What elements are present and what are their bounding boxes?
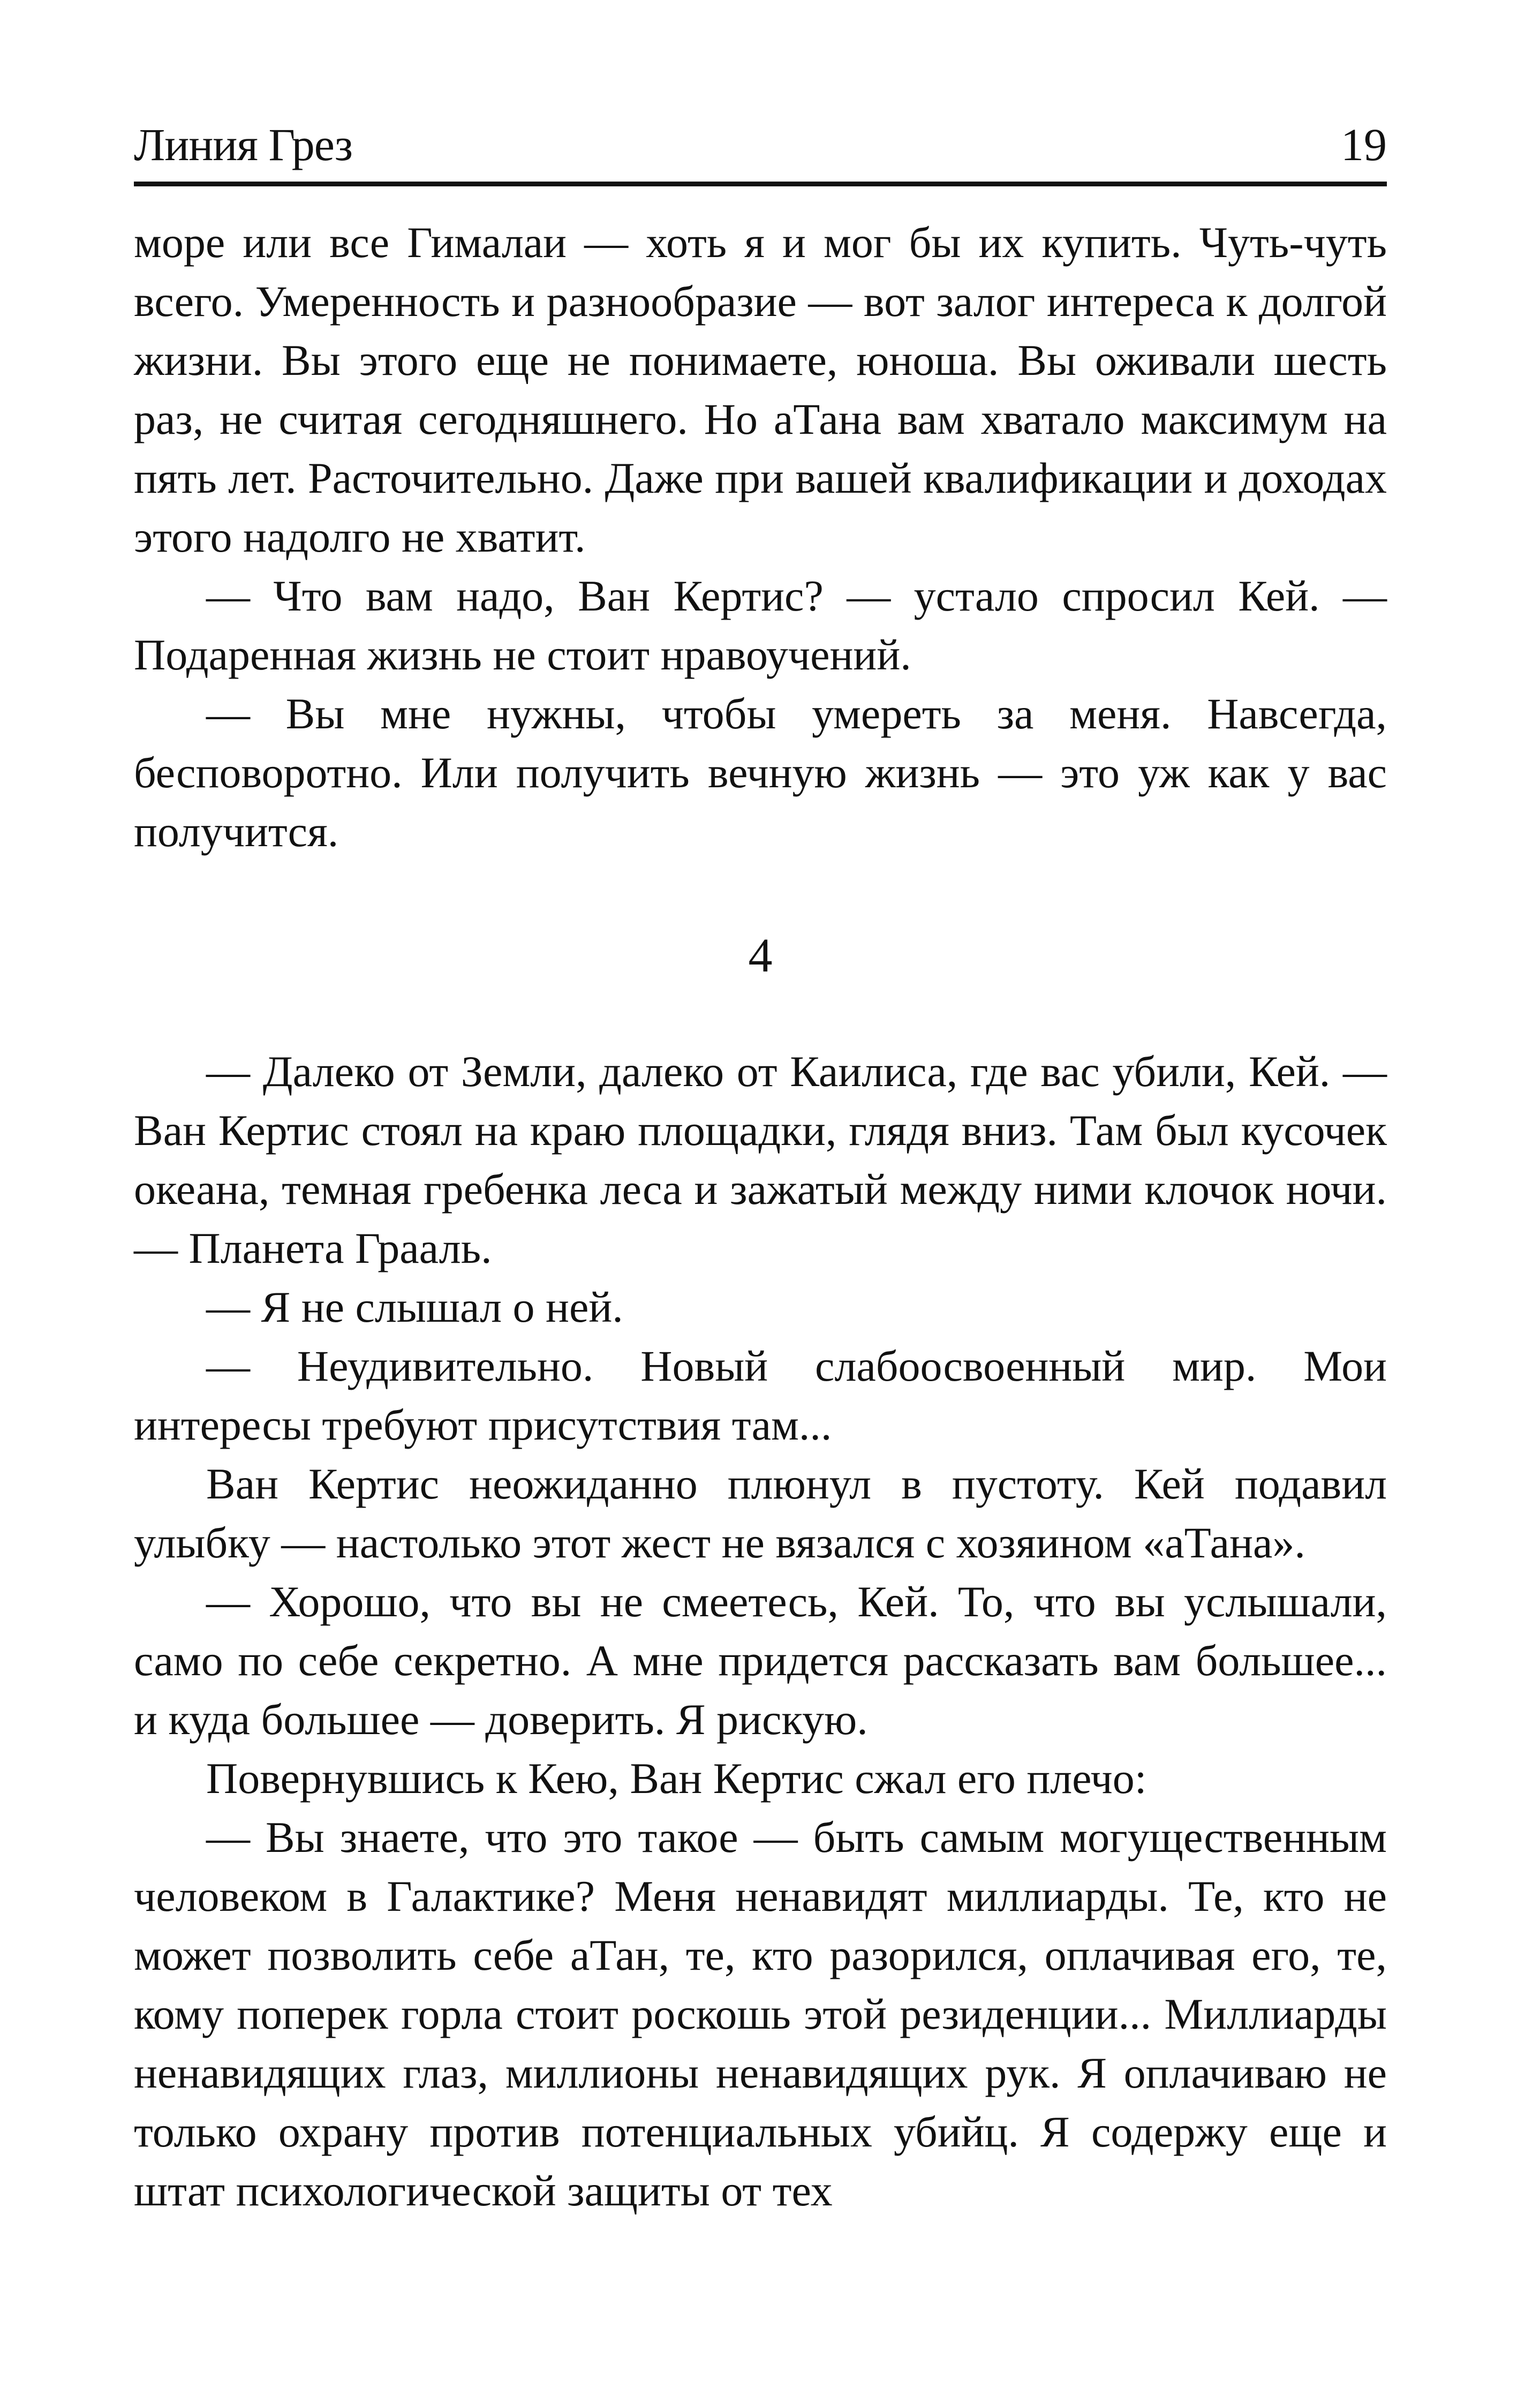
running-title: Линия Грез [134,119,352,170]
text-block-before-chapter [134,213,1387,861]
paragraph: Ван Кертис неожиданно плюнул в пустоту. Кей подавил улыбку — настолько этот жест не вязался с хозяином «аТана». [134,1459,1387,1567]
header-rule [134,182,1387,186]
paragraph: — Что вам надо, Ван Кертис? — устало спросил Кей. — Подаренная жизнь не стоит нравоучений. [134,571,1387,679]
page-number: 19 [1341,119,1387,170]
paragraph: Повернувшись к Кею, Ван Кертис сжал его плечо: [206,1754,1147,1803]
page-header [134,107,1387,177]
paragraph: — Я не слышал о ней. [206,1283,623,1331]
paragraph: — Хорошо, что вы не смеетесь, Кей. То, что вы услышали, само по себе секретно. А мне придется рассказать вам большее... и куда большее — доверить. Я рискую. [134,1577,1387,1744]
chapter-number: 4 [748,929,773,982]
paragraph: — Далеко от Земли, далеко от Каилиса, где вас убили, Кей. — Ван Кертис стоял на краю площадки, глядя вниз. Там был кусочек океана, темная гребенка леса и зажатый между ними клочок ночи. — Планета Грааль. [134,1047,1387,1272]
paragraph: — Неудивительно. Новый слабоосвоенный мир. Мои интересы требуют присутствия там... [134,1342,1387,1449]
text-block-after-chapter [134,1042,1387,2220]
paragraph: — Вы знаете, что это такое — быть самым могущественным человеком в Галактике? Меня ненавидят миллиарды. Те, кто не может позволить себе аТан, те, кто разорился, оплачивая его, те, кому поперек горла стоит роскошь этой резиденции... Миллиарды ненавидящих глаз, миллионы ненавидящих рук. Я оплачиваю не только охрану против потенциальных убийц. Я содержу еще и штат психологической защиты от тех [134,1813,1387,2215]
paragraph: море или все Гималаи — хоть я и мог бы их купить. Чуть-чуть всего. Умеренность и разнообразие — вот залог интереса к долгой жизни. Вы этого еще не понимаете, юноша. Вы оживали шесть раз, не считая сегодняшнего. Но аТана вам хватало максимум на пять лет. Расточительно. Даже при вашей квалификации и доходах этого надолго не хватит. [134,218,1387,561]
paragraph: — Вы мне нужны, чтобы умереть за меня. Навсегда, бесповоротно. Или получить вечную жизнь — это уж как у вас получится. [134,689,1387,856]
